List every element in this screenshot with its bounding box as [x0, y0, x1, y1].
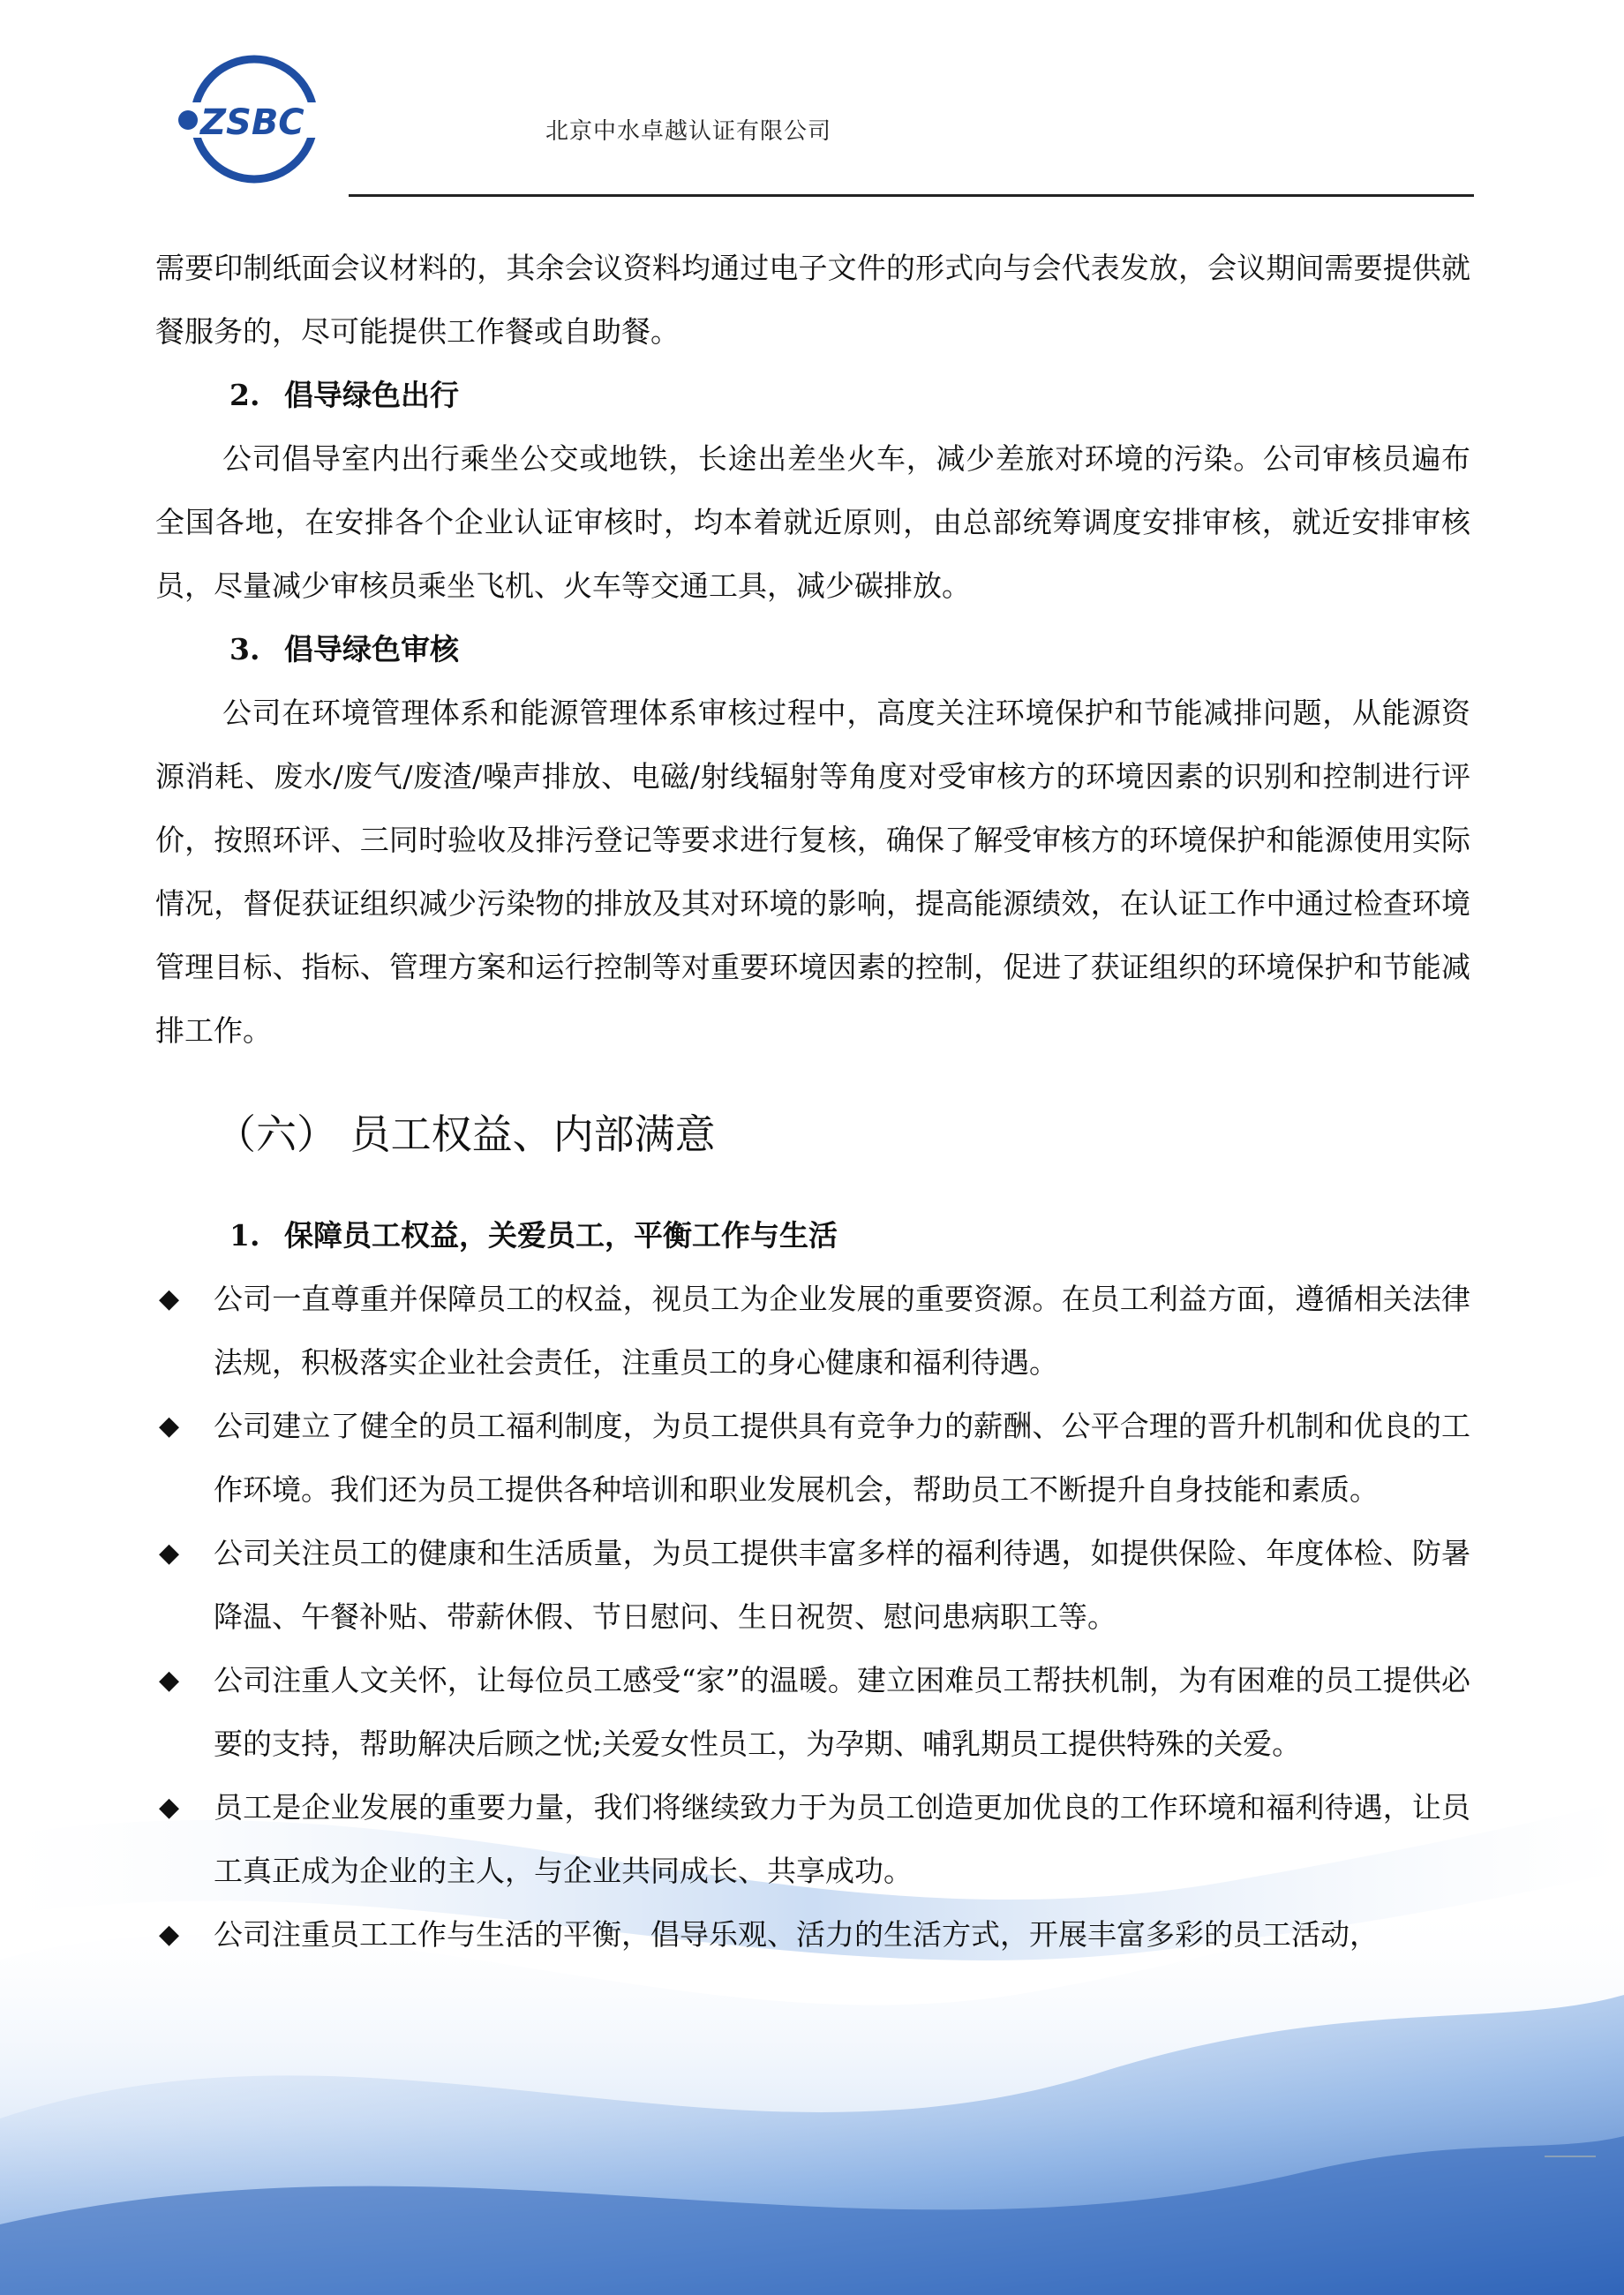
- list-item: [155, 1268, 1470, 1395]
- subheading-text: 倡导绿色审核: [284, 632, 459, 666]
- diamond-bullet-icon: ◆: [159, 1538, 180, 1569]
- green-travel-paragraph: 公司倡导室内出行乘坐公交或地铁，长途出差坐火车，减少差旅对环境的污染。公司审核员遍布全国各地，在安排各个企业认证审核时，均本着就近原则，由总部统筹调度安排审核，就近安排审核员，尽量减少审核员乘坐飞机、火车等交通工具，减少碳排放。: [155, 441, 1470, 603]
- list-item-text: 公司一直尊重并保障员工的权益，视员工为企业发展的重要资源。在员工利益方面，遵循相关法律法规，积极落实企业社会责任，注重员工的身心健康和福利待遇。: [214, 1282, 1470, 1380]
- page-corner-line: [1545, 2156, 1596, 2157]
- subheading-number: 1.: [229, 1218, 260, 1253]
- subheading-green-audit: [155, 618, 1470, 681]
- list-item-text: 公司建立了健全的员工福利制度，为员工提供具有竞争力的薪酬、公平合理的晋升机制和优良的工作环境。我们还为员工提供各种培训和职业发展机会，帮助员工不断提升自身技能和素质。: [214, 1409, 1470, 1507]
- list-item-text: 员工是企业发展的重要力量，我们将继续致力于为员工创造更加优良的工作环境和福利待遇，让员工真正成为企业的主人，与企业共同成长、共享成功。: [214, 1790, 1470, 1888]
- list-item: [155, 1649, 1470, 1776]
- list-item-text: 公司注重人文关怀，让每位员工感受“家”的温暖。建立困难员工帮扶机制，为有困难的员工提供必要的支持，帮助解决后顾之忧;关爱女性员工，为孕期、哺乳期员工提供特殊的关爱。: [214, 1663, 1470, 1761]
- header-divider: [349, 194, 1474, 197]
- diamond-bullet-icon: ◆: [159, 1411, 180, 1441]
- list-item: [155, 1522, 1470, 1649]
- list-item-text: 公司注重员工工作与生活的平衡，倡导乐观、活力的生活方式，开展丰富多彩的员工活动，: [214, 1917, 1379, 1952]
- list-item-text: 公司关注员工的健康和生活质量，为员工提供丰富多样的福利待遇，如提供保险、年度体检、防暑降温、午餐补贴、带薪休假、节日慰问、生日祝贺、慰问患病职工等。: [214, 1536, 1470, 1634]
- subheading-employee-rights: [155, 1204, 1470, 1268]
- list-item: [155, 1776, 1470, 1903]
- document-body: [155, 237, 1470, 1967]
- company-name: 北京中水卓越认证有限公司: [545, 118, 832, 145]
- zsbc-logo: [172, 51, 335, 188]
- section-heading: （六） 员工权益、内部满意: [215, 1110, 716, 1158]
- diamond-bullet-icon: ◆: [159, 1792, 180, 1823]
- subheading-number: 3.: [229, 632, 260, 666]
- employee-bullet-list: [155, 1268, 1470, 1967]
- diamond-bullet-icon: ◆: [159, 1919, 180, 1950]
- subheading-text: 保障员工权益，关爱员工，平衡工作与生活: [284, 1218, 838, 1253]
- continuation-paragraph: 需要印制纸面会议材料的，其余会议资料均通过电子文件的形式向与会代表发放，会议期间需要提供就餐服务的，尽可能提供工作餐或自助餐。: [155, 251, 1470, 349]
- subheading-number: 2.: [229, 378, 260, 412]
- logo-text: ZSBC: [200, 102, 304, 143]
- list-item: [155, 1395, 1470, 1522]
- subheading-text: 倡导绿色出行: [284, 378, 459, 412]
- diamond-bullet-icon: ◆: [159, 1283, 180, 1314]
- list-item: [155, 1903, 1470, 1967]
- green-audit-paragraph: 公司在环境管理体系和能源管理体系审核过程中，高度关注环境保护和节能减排问题，从能源资源消耗、废水/废气/废渣/噪声排放、电磁/射线辐射等角度对受审核方的环境因素的识别和控制进行评价，按照环评、三同时验收及排污登记等要求进行复核，确保了解受审核方的环境保护和能源使用实际情况，督促获证组织减少污染物的排放及其对环境的影响，提高能源绩效，在认证工作中通过检查环境管理目标、指标、管理方案和运行控制等对重要环境因素的控制，促进了获证组织的环境保护和节能减排工作。: [155, 696, 1470, 1048]
- diamond-bullet-icon: ◆: [159, 1665, 180, 1696]
- subheading-green-travel: [155, 364, 1470, 427]
